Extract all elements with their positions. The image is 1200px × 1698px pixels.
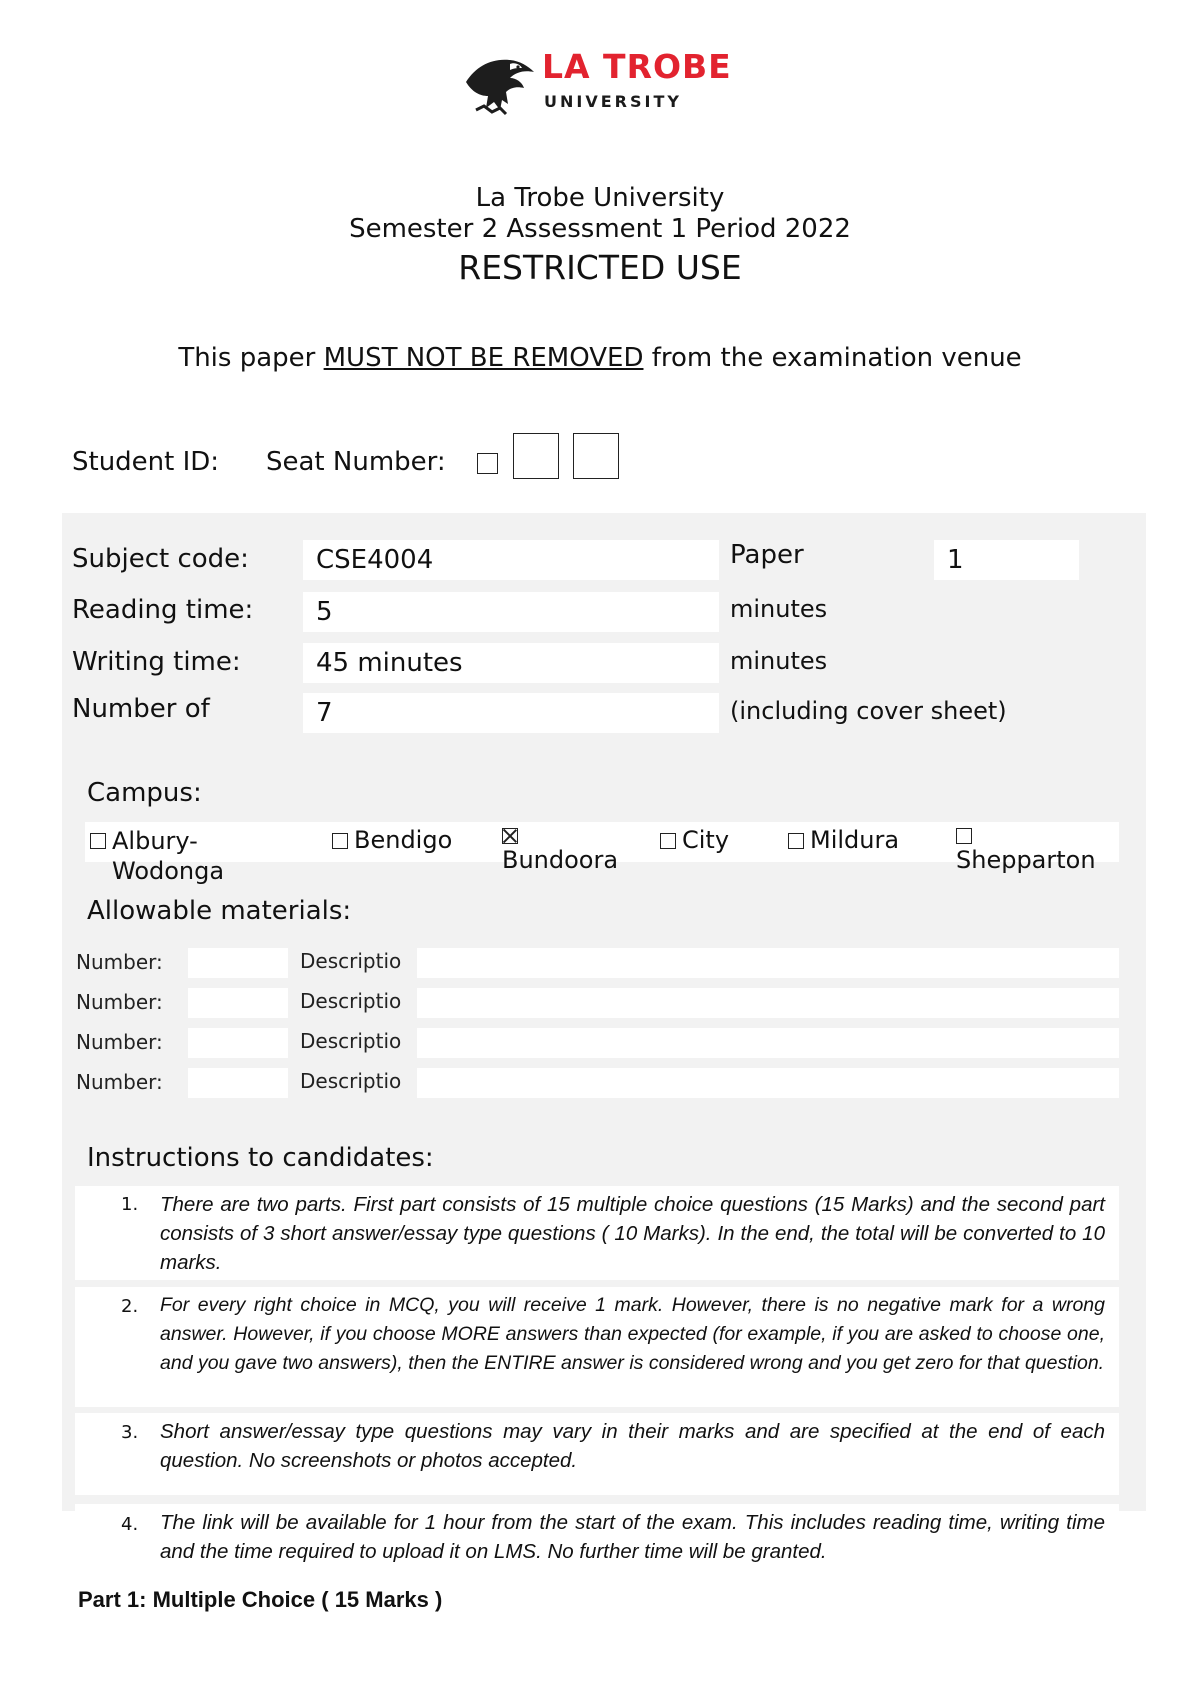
instruction-number: 2. [121, 1296, 139, 1317]
number-of-pages-label: Number of [72, 694, 210, 724]
warning-suffix: from the examination venue [643, 343, 1022, 373]
part-1-heading: Part 1: Multiple Choice ( 15 Marks ) [78, 1587, 443, 1612]
writing-time-unit: minutes [730, 647, 828, 675]
checkbox-icon[interactable] [332, 833, 348, 849]
campus-option-label: Albury-Wodonga [112, 827, 225, 885]
instructions-label: Instructions to candidates: [87, 1143, 434, 1173]
seat-checkbox[interactable] [477, 453, 498, 474]
instruction-number: 3. [121, 1422, 139, 1443]
university-title: La Trobe University [475, 183, 725, 213]
material-description-label: Descriptio [300, 949, 402, 973]
checkbox-icon[interactable] [660, 833, 676, 849]
id-row [72, 447, 446, 477]
reading-time-unit: minutes [730, 595, 828, 623]
checkbox-icon[interactable] [788, 833, 804, 849]
material-description-field[interactable] [417, 1028, 1119, 1058]
checked-checkbox-icon[interactable] [502, 828, 518, 844]
pages-note: (including cover sheet) [730, 697, 1007, 725]
writing-time-field[interactable]: 45 minutes [303, 643, 719, 683]
logo-name: LA TROBE [542, 47, 732, 86]
campus-option-city[interactable] [660, 826, 729, 854]
material-number-field[interactable] [188, 948, 288, 978]
seat-box-2[interactable] [573, 433, 619, 479]
writing-time-label: Writing time: [72, 647, 241, 677]
checkbox-icon[interactable] [956, 828, 972, 844]
material-description-field[interactable] [417, 988, 1119, 1018]
assessment-period: Semester 2 Assessment 1 Period 2022 [349, 214, 851, 244]
material-description-label: Descriptio [300, 1069, 402, 1093]
university-logo [462, 46, 747, 120]
campus-option-albury-wodonga[interactable] [90, 826, 232, 886]
paper-field[interactable]: 1 [934, 540, 1079, 580]
instruction-number: 4. [121, 1514, 139, 1535]
instruction-text: Short answer/essay type questions may vary in their marks and are specified at the end of each question. No screenshots or photos accepted. [160, 1420, 1105, 1472]
material-description-field[interactable] [417, 948, 1119, 978]
campus-option-label: Mildura [810, 826, 900, 854]
eagle-logo-icon [462, 52, 538, 118]
material-number-field[interactable] [188, 1068, 288, 1098]
instruction-number: 1. [121, 1194, 139, 1215]
campus-option-label: Bendigo [354, 826, 453, 854]
campus-option-mildura[interactable] [788, 826, 899, 854]
instruction-item-1 [75, 1186, 1119, 1280]
reading-time-label: Reading time: [72, 595, 254, 625]
instruction-text: There are two parts. First part consists of 15 multiple choice questions (15 Marks) and the second part consists of 3 short answer/essay type questions ( 10 Marks). In the end, the total will be converted to 10 marks. [160, 1193, 1105, 1274]
campus-option-label: City [682, 826, 730, 854]
instruction-text: For every right choice in MCQ, you will receive 1 mark. However, there is no negative mark for a wrong answer. However, if you choose MORE answers than expected (for example, if you are asked to choose one, and you gave two answers), then the ENTIRE answer is considered wrong and you get zero for that question. [160, 1294, 1105, 1374]
material-description-label: Descriptio [300, 989, 402, 1013]
instruction-item-2 [75, 1287, 1119, 1407]
material-number-field[interactable] [188, 988, 288, 1018]
allowable-materials-label: Allowable materials: [87, 896, 352, 926]
student-id-label: Student ID: [72, 447, 220, 477]
material-number-label: Number: [76, 990, 163, 1014]
reading-time-field[interactable]: 5 [303, 592, 719, 632]
material-description-label: Descriptio [300, 1029, 402, 1053]
subject-code-label: Subject code: [72, 544, 249, 574]
seat-number-label: Seat Number: [266, 447, 446, 477]
campus-option-label: Shepparton [956, 846, 1096, 874]
material-number-label: Number: [76, 950, 163, 974]
instruction-item-4 [75, 1504, 1119, 1568]
material-description-field[interactable] [417, 1068, 1119, 1098]
warning-emphasis: MUST NOT BE REMOVED [323, 343, 644, 373]
campus-option-bundoora[interactable] [502, 826, 618, 876]
logo-subtitle: UNIVERSITY [544, 92, 682, 111]
removal-warning [0, 343, 1200, 373]
instruction-item-3 [75, 1413, 1119, 1495]
restriction-heading: RESTRICTED USE [458, 248, 742, 287]
campus-options [85, 822, 1119, 885]
paper-label: Paper [730, 540, 804, 570]
material-number-label: Number: [76, 1070, 163, 1094]
material-number-label: Number: [76, 1030, 163, 1054]
warning-prefix: This paper [178, 343, 324, 373]
material-number-field[interactable] [188, 1028, 288, 1058]
seat-box-1[interactable] [513, 433, 559, 479]
campus-label: Campus: [87, 778, 202, 808]
instruction-text: The link will be available for 1 hour from the start of the exam. This includes reading time, writing time and the time required to upload it on LMS. No further time will be granted. [160, 1511, 1105, 1563]
campus-option-shepparton[interactable] [956, 826, 1096, 876]
campus-option-label: Bundoora [502, 846, 619, 874]
campus-option-bendigo[interactable] [332, 826, 452, 854]
number-of-pages-field[interactable]: 7 [303, 693, 719, 733]
checkbox-icon[interactable] [90, 833, 106, 849]
subject-code-field[interactable]: CSE4004 [303, 540, 719, 580]
